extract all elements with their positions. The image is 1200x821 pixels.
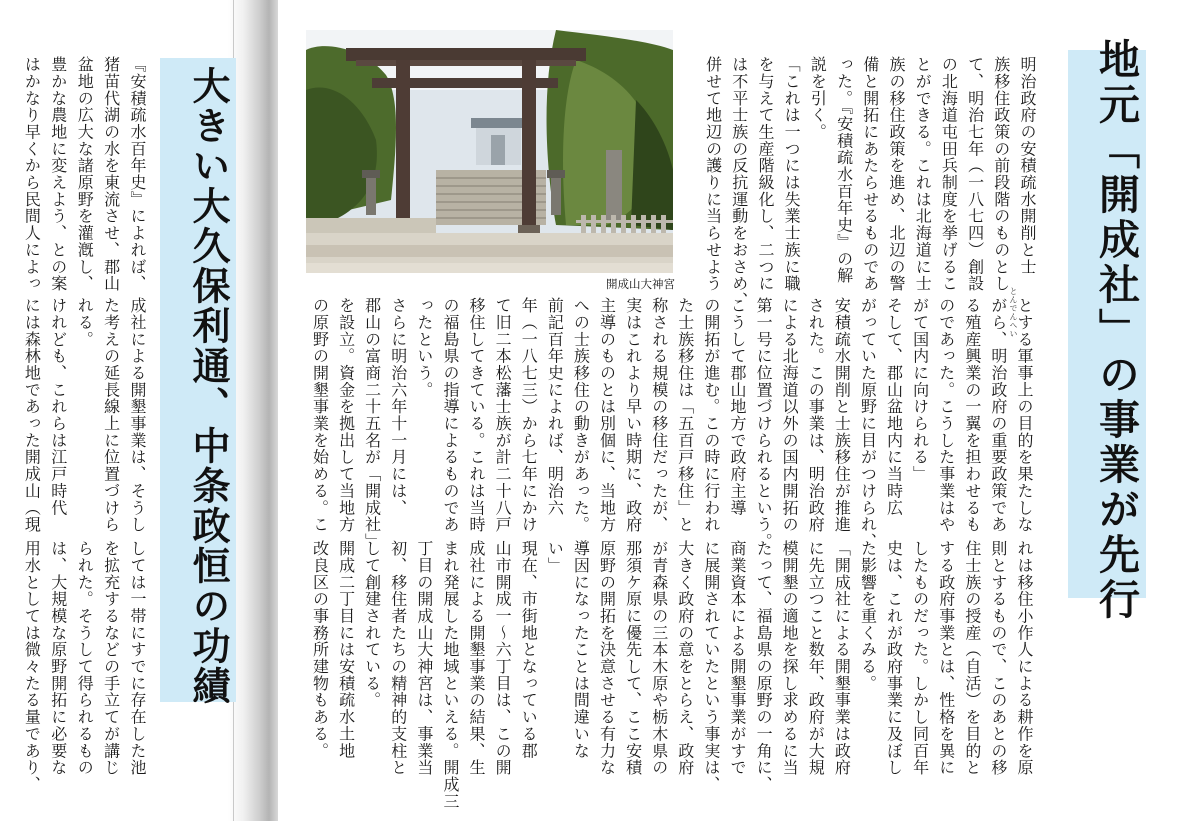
right-upper-text-line: 明治政府の安積疏水開削と士 [1018, 56, 1037, 276]
left-upper-text-line: はかなり早くから民間人によっ [22, 56, 42, 292]
left-bottom-text-line: しては一帯にすでに存在した池 [128, 540, 147, 776]
right-middle-text-line: への士族移住の動きがあった。 [571, 297, 591, 533]
kaiseizan-daijingu-photo [306, 30, 673, 273]
right-lower-text-line: れは移住小作人による耕作を原 [1015, 540, 1034, 776]
right-middle-text-line: がら、明治政府の重要政策であ [988, 297, 1008, 533]
right-middle-text-line: のであった。こうした事業はや [936, 297, 956, 533]
right-lower-text-line: 住士族の授産（自活）を目的と [962, 540, 982, 776]
right-lower-text-line: 成社による開墾事業の結果、生 [467, 540, 487, 776]
right-middle-text-line: ったという。 [414, 297, 434, 399]
section-heading-okubo: 大きい大久保利通、中条政恒の功績 [160, 58, 236, 702]
right-lower-text-line: 史は、これが政府事業に及ぼし [884, 540, 904, 776]
right-lower-text-line: が青森県の三本木原や栃木県の [649, 540, 669, 776]
right-middle-text-line: とする軍事上の目的を果たしな [1015, 297, 1034, 533]
right-lower-text-line: に展開されていたという事実は、 [701, 540, 721, 793]
left-lower-text-block [0, 297, 150, 533]
right-lower-text-line: 導因になったことは間違いな [571, 540, 591, 760]
left-upper-text-line: 豊かな農地に変えよう、との案 [48, 56, 68, 292]
right-middle-text-line: 郡山の富商二十五名が「開成社」 [362, 297, 382, 550]
right-upper-text-line: 併せて地辺の護りに当らせよう [703, 56, 723, 292]
right-lower-text-line: 改良区の事務所建物もある。 [310, 540, 330, 760]
right-middle-text-line: 移住してきている。これは当時 [467, 297, 487, 533]
right-lower-text-line: まれ発展した地域といえる。開成三 [440, 540, 460, 810]
right-middle-text-line: て旧二本松藩士族が計二十八戸 [493, 297, 513, 533]
right-middle-text-line: の開拓が進む。この時に行われ [701, 297, 721, 533]
left-lower-text-line: には森林地であった開成山（現 [22, 297, 42, 533]
right-lower-text-line: 開成二丁目には安積疏水土地 [336, 540, 356, 760]
left-upper-text-line: 猪苗代湖の水を東流させ、郡山 [101, 56, 121, 292]
left-lower-text-line: けれども、これらは江戸時代 [48, 297, 68, 517]
left-upper-text-line: 盆地の広大な諸原野を灌漑し、 [75, 56, 95, 292]
left-lower-text-line: た考えの延長線上に位置づけら [101, 297, 121, 533]
photo-caption: 開成山大神宮 [606, 277, 675, 291]
right-middle-text-line: 実はこれより早い時期に、政府 [623, 297, 643, 533]
left-upper-text-block [0, 56, 150, 292]
right-lower-text-line: に先立つこと数年、政府が大規 [806, 540, 826, 776]
right-middle-text-line: 前記百年史によれば、明治六 [545, 297, 565, 517]
right-lower-text-line: たって、福島県の原野の一角に、 [754, 540, 774, 793]
right-middle-text-line: の原野の開墾事業を始める。こ [310, 297, 330, 533]
right-middle-text-line: された。この事業は、明治政府 [806, 297, 826, 533]
left-upper-text-line: 『安積疏水百年史』によれば、 [128, 56, 147, 292]
right-lower-text-line: い」 [545, 540, 565, 574]
right-lower-text-line: 現在、市街地となっている郡 [519, 540, 539, 760]
right-lower-text-line: 模開墾の適地を探し求めるに当 [780, 540, 800, 776]
left-bottom-text-line: を拡充するなどの手立てが講じ [101, 540, 121, 776]
right-lower-text-line: 那須ケ原に優先して、ここ安積 [623, 540, 643, 776]
left-bottom-text-line: られた。そうして得られるもの [75, 540, 95, 776]
right-middle-text-line: 主導のものとは別個に、当地方 [597, 297, 617, 533]
right-lower-text-line: 原野の開拓を決意させる有力な [597, 540, 617, 776]
right-middle-text-line: 第一号に位置づけられるという。 [754, 297, 774, 550]
right-upper-text-line: 「これは一つには失業士族に職 [782, 56, 802, 292]
right-upper-text-line: 族の移住政策を進め、北辺の警 [886, 56, 906, 292]
right-lower-text-line: して創建されている。 [362, 540, 382, 709]
right-middle-text-line: の福島県の指導によるものであ [440, 297, 460, 533]
right-upper-text-line: 備と開拓にあたらせるものであ [860, 56, 880, 292]
right-upper-text-line: は不平士族の反抗運動をおさめ、 [729, 56, 749, 309]
right-upper-text-line: 族移住政策の前段階のものとし [991, 56, 1011, 292]
left-lower-text-line: れる。 [75, 297, 95, 348]
right-lower-text-line: た影響を重くみる。 [858, 540, 878, 692]
right-middle-text-line: 称される規模の移住だったが、 [649, 297, 669, 533]
right-lower-text-block [305, 540, 1037, 810]
right-middle-text-line: を設立。資金を拠出して当地方 [336, 297, 356, 533]
right-middle-text-line: がて国内に向けられる」 [910, 297, 930, 483]
right-middle-text-line: 安積疏水開削と士族移住が推進 [832, 297, 852, 533]
right-lower-text-line: 商業資本による開墾事業がすで [727, 540, 747, 776]
ruby-tondenhei: とんでんへい [1009, 287, 1018, 338]
left-lower-text-line: 成社による開墾事業は、そうし [128, 297, 147, 533]
right-upper-text-line: った。『安積疏水百年史』の解 [834, 56, 854, 284]
right-middle-text-line: がっていた原野に目がつけられ、 [858, 297, 878, 550]
right-upper-text-line: とができる。これは北海道に士 [913, 56, 933, 292]
right-middle-text-line: る殖産興業の一翼を担わせるも [962, 297, 982, 533]
right-middle-text-line: さらに明治六年十一月には、 [388, 297, 408, 517]
right-middle-text-line: 年（一八七三）から七年にかけ [519, 297, 539, 533]
right-lower-text-line: 初、移住者たちの精神的支柱と [388, 540, 408, 776]
right-lower-text-line: 則とするもので、このあとの移 [988, 540, 1008, 776]
right-lower-text-line: 「開成社による開墾事業は政府 [832, 540, 852, 776]
right-middle-text-line: こうして郡山地方で政府主導 [727, 297, 747, 517]
right-middle-text-line: による北海道以外の国内開拓の [780, 297, 800, 533]
right-upper-text-line: て、明治七年（一八七四）創設 [965, 56, 985, 292]
right-lower-text-line: 山市開成一〜六丁目は、この開 [493, 540, 513, 776]
left-bottom-text-line: は、大規模な原野開拓に必要な [48, 540, 68, 776]
right-lower-text-line: 丁目の開成山大神宮は、事業当 [414, 540, 434, 776]
right-lower-text-line: する政府事業とは、性格を異に [936, 540, 956, 776]
right-middle-text-line: た士族移住は「五百戸移住」と [675, 297, 695, 533]
right-middle-text-block [305, 297, 1037, 550]
right-upper-text-line: を与えて生産階級化し、二つに [755, 56, 775, 292]
right-lower-text-line: したものだった。しかし同百年 [910, 540, 930, 776]
right-upper-text-line: の北海道屯田兵制度を挙げるこ [939, 56, 959, 292]
right-upper-text-line: 説を引く。 [808, 56, 828, 141]
left-bottom-text-block [0, 540, 150, 793]
right-upper-text-block [680, 56, 1040, 309]
section-heading-kaiseisha: 地元「開成社」の事業が先行 [1068, 50, 1146, 598]
right-middle-text-line: そして、郡山盆地内に当時広 [884, 297, 904, 517]
right-lower-text-line: 大きく政府の意をとらえ、政府 [675, 540, 695, 776]
left-bottom-text-line: 用水としては微々たる量であり、 [22, 540, 42, 793]
